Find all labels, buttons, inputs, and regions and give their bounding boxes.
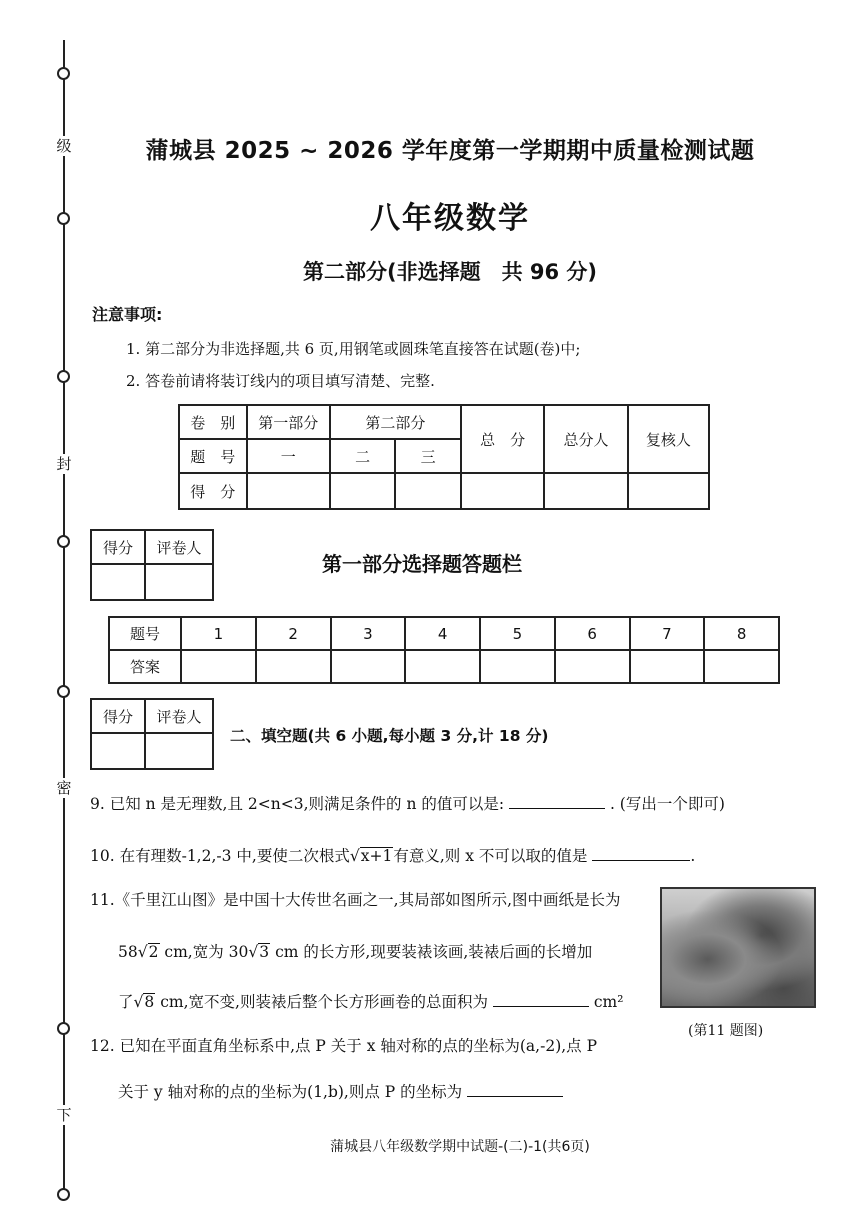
grader-box-2	[90, 698, 214, 770]
answer-cell[interactable]	[331, 650, 406, 683]
question-number: 2	[256, 617, 331, 650]
page-footer: 蒲城县八年级数学期中试题-(二)-1(共6页)	[330, 1139, 590, 1155]
binding-char-ji: 级	[54, 136, 74, 156]
cell-header: 总 分	[461, 405, 544, 473]
cell-header: 一	[247, 439, 330, 473]
answer-cell[interactable]	[256, 650, 331, 683]
q11-figure-caption: (第11 题图)	[688, 1023, 764, 1039]
question-number: 7	[630, 617, 705, 650]
score-cell[interactable]	[330, 473, 395, 509]
binding-hole	[57, 685, 70, 698]
question-12-line-1: 12. 已知在平面直角坐标系中,点 P 关于 x 轴对称的点的坐标为(a,-2),点 P	[90, 1037, 598, 1055]
question-number: 5	[480, 617, 555, 650]
cell-header: 总分人	[544, 405, 627, 473]
question-12-line-2: 关于 y 轴对称的点的坐标为(1,b),则点 P 的坐标为	[118, 1080, 563, 1102]
cell-header: 三	[395, 439, 460, 473]
question-9	[90, 792, 725, 814]
q11-answer-blank[interactable]	[493, 992, 589, 1007]
cell-header: 第一部分	[247, 405, 330, 439]
grader-score-cell[interactable]	[91, 733, 145, 769]
q12-answer-blank[interactable]	[467, 1082, 563, 1097]
binding-hole	[57, 370, 70, 383]
cell-header: 二	[330, 439, 395, 473]
question-11-line-3: 了√8 cm,宽不变,则装裱后整个长方形画卷的总面积为 cm²	[118, 993, 624, 1011]
grader-name-cell[interactable]	[145, 733, 213, 769]
question-11-line-2: 58√2 cm,宽为 30√3 cm 的长方形,现要装裱该画,装裱后画的长增加	[118, 943, 593, 961]
cell-label: 题号	[109, 617, 181, 650]
q11-radical-1: √2	[137, 943, 159, 961]
cell-label: 答案	[109, 650, 181, 683]
grader-label: 评卷人	[145, 530, 213, 564]
question-number: 4	[405, 617, 480, 650]
q10-radical: √x+1	[349, 847, 393, 865]
painting-image	[660, 887, 816, 1008]
score-cell[interactable]	[247, 473, 330, 509]
cell-label: 卷 别	[179, 405, 247, 439]
question-10: 10. 在有理数-1,2,-3 中,要使二次根式√x+1有意义,则 x 不可以取的值是 .	[90, 847, 696, 865]
score-cell[interactable]	[461, 473, 544, 509]
binding-hole	[57, 212, 70, 225]
grader-box-1	[90, 529, 214, 601]
answer-cell[interactable]	[704, 650, 779, 683]
fill-section-title: 二、填空题(共 6 小题,每小题 3 分,计 18 分)	[230, 727, 549, 745]
binding-char-xia: 下	[54, 1105, 74, 1125]
grader-score-label: 得分	[91, 699, 145, 733]
q9-answer-blank[interactable]	[509, 794, 605, 809]
choice-section-title: 第一部分选择题答题栏	[322, 552, 522, 576]
grader-name-cell[interactable]	[145, 564, 213, 600]
answer-cell[interactable]	[181, 650, 256, 683]
score-cell[interactable]	[395, 473, 460, 509]
answer-cell[interactable]	[630, 650, 705, 683]
notice-item-2: 2. 答卷前请将装订线内的项目填写清楚、完整.	[126, 372, 435, 390]
exam-title: 蒲城县 2025 ~ 2026 学年度第一学期期中质量检测试题	[145, 138, 755, 164]
binding-hole	[57, 1022, 70, 1035]
binding-char-feng: 封	[54, 454, 74, 474]
q9-hint: . (写出一个即可)	[609, 795, 725, 813]
grader-score-cell[interactable]	[91, 564, 145, 600]
answer-cell[interactable]	[555, 650, 630, 683]
binding-hole	[57, 67, 70, 80]
subject-title: 八年级数学	[370, 201, 530, 236]
notice-heading: 注意事项:	[92, 305, 163, 324]
answer-cell[interactable]	[405, 650, 480, 683]
question-number: 3	[331, 617, 406, 650]
binding-hole	[57, 1188, 70, 1201]
cell-label: 题 号	[179, 439, 247, 473]
question-number: 8	[704, 617, 779, 650]
q10-text: 10. 在有理数-1,2,-3 中,要使二次根式	[90, 847, 350, 865]
grader-score-label: 得分	[91, 530, 145, 564]
score-cell[interactable]	[628, 473, 709, 509]
score-summary-table	[178, 404, 710, 510]
grader-label: 评卷人	[145, 699, 213, 733]
binding-hole	[57, 535, 70, 548]
cell-header: 第二部分	[330, 405, 461, 439]
q10-answer-blank[interactable]	[592, 846, 690, 861]
choice-answer-table	[108, 616, 780, 684]
notice-item-1: 1. 第二部分为非选择题,共 6 页,用钢笔或圆珠笔直接答在试题(卷)中;	[126, 340, 581, 358]
q9-text: 9. 已知 n 是无理数,且 2<n<3,则满足条件的 n 的值可以是:	[90, 795, 505, 813]
cell-label: 得 分	[179, 473, 247, 509]
score-cell[interactable]	[544, 473, 627, 509]
part-title: 第二部分(非选择题 共 96 分)	[302, 260, 598, 284]
q11-radical-2: √3	[248, 943, 270, 961]
question-number: 6	[555, 617, 630, 650]
q11-radical-3: √8	[133, 993, 155, 1011]
question-11-line-1: 11.《千里江山图》是中国十大传世名画之一,其局部如图所示,图中画纸是长为	[90, 891, 621, 909]
q10-text-2: 有意义,则 x 不可以取的值是	[393, 847, 588, 865]
binding-char-mi: 密	[54, 778, 74, 798]
answer-cell[interactable]	[480, 650, 555, 683]
cell-header: 复核人	[628, 405, 709, 473]
question-number: 1	[181, 617, 256, 650]
